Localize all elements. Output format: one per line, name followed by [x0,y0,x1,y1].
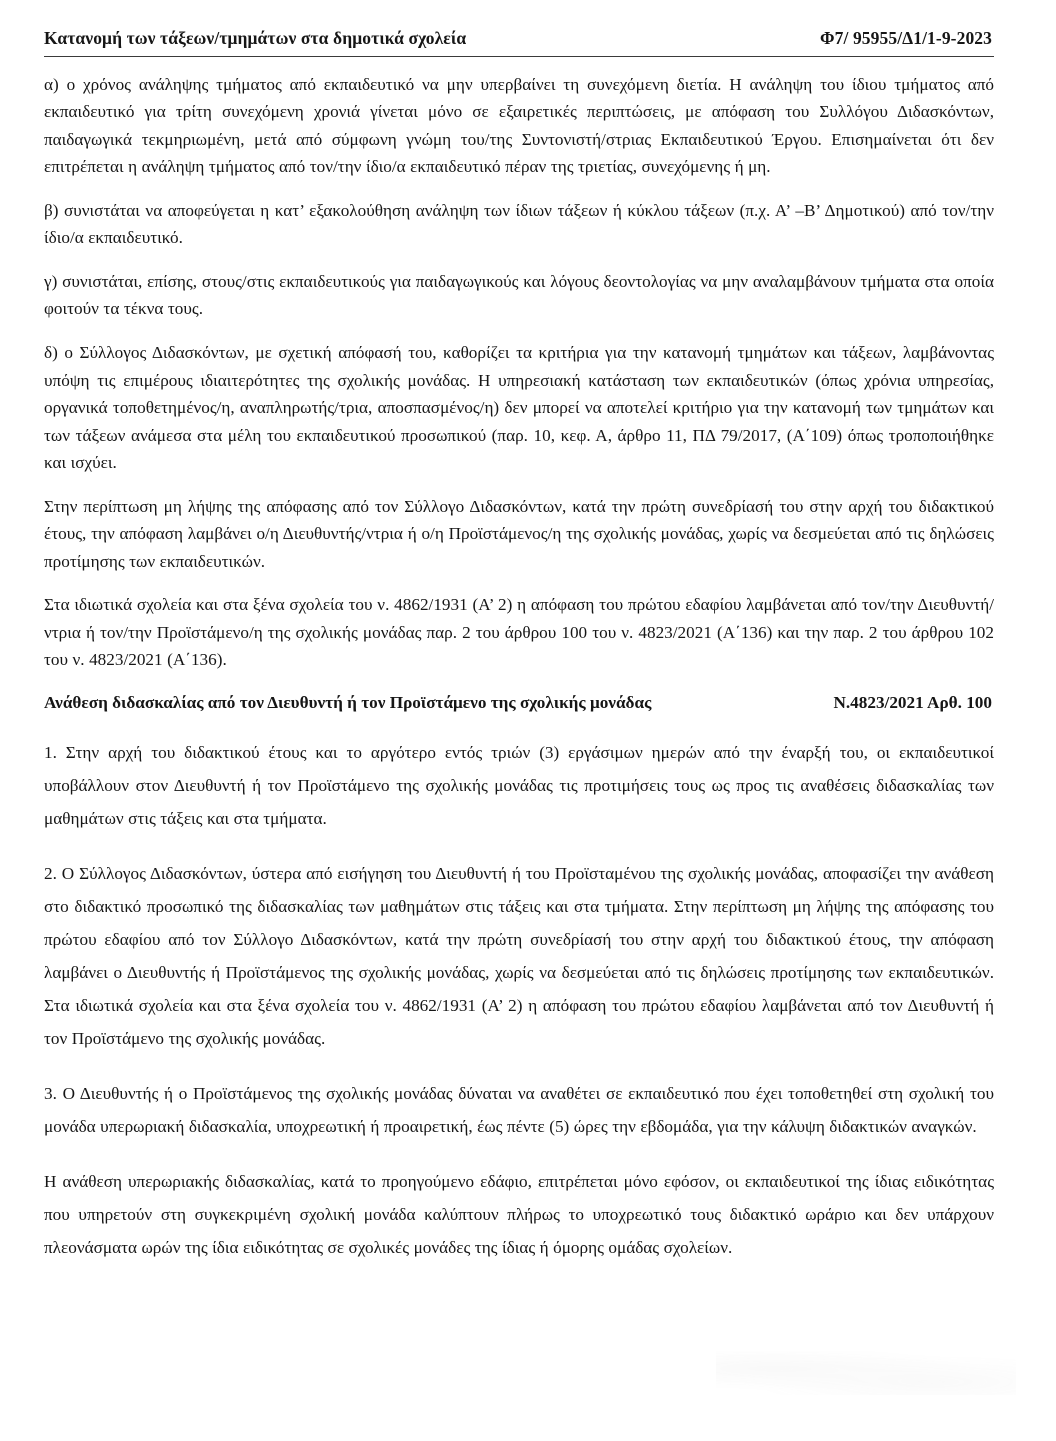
paragraph-gamma: γ) συνιστάται, επίσης, στους/στις εκπαιδευτικούς για παιδαγωγικούς και λόγους δεοντολογίας να μην αναλαμβάνουν τμήματα στα οποία φοιτούν τα τέκνα τους. [44,271,994,319]
section-heading-reference: Ν.4823/2021 Αρθ. 100 [833,692,992,712]
document-reference-number: Φ7/ 95955/Δ1/1-9-2023 [820,28,992,48]
upper-provisions-block [44,71,994,674]
paragraph-beta: β) συνιστάται να αποφεύγεται η κατ’ εξακολούθηση ανάληψη των ίδιων τάξεων ή κύκλου τάξεων (π.χ. Α’ –Β’ Δημοτικού) από τον/την ίδιο/α εκπαιδευτικό. [44,200,994,248]
document-title: Κατανομή των τάξεων/τμημάτων στα δημοτικά σχολεία [44,28,467,48]
section-heading [44,692,994,714]
lower-provisions-block [44,736,994,1264]
paragraph-absence-of-decision: Στην περίπτωση μη λήψης της απόφασης από τον Σύλλογο Διδασκόντων, κατά την πρώτη συνεδρίασή του στην αρχή του διδακτικού έτους, την απόφαση λαμβάνει ο/η Διευθυντής/ντρια ή ο/η Προϊστάμενος/η της σχολικής μονάδας, χωρίς να δεσμεύεται από τις δηλώσεις προτίμησης των εκπαιδευτικών. [44,496,994,571]
numbered-paragraph-3: 3. Ο Διευθυντής ή ο Προϊστάμενος της σχολικής μονάδας δύναται να αναθέτει σε εκπαιδευτικό που έχει τοποθετηθεί στη σχολική του μονάδα υπερωριακή διδασκαλία, υποχρεωτική ή προαιρετική, έως πέντε (5) ώρες την εβδομάδα, για την κάλυψη διδακτικών αναγκών. [44,1084,994,1137]
paragraph-alpha: α) ο χρόνος ανάληψης τμήματος από εκπαιδευτικό να μην υπερβαίνει τη συνεχόμενη διετία. Η ανάληψη του ίδιου τμήματος από εκπαιδευτικό για τρίτη συνεχόμενη χρονιά γίνεται μόνο σε εξαιρετικές περιπτώσεις, με απόφαση του Συλλόγου Διδασκόντων, παιδαγωγικά τεκμηριωμένη, μετά από σύμφωνη γνώμη του/της Συντονιστή/στριας Εκπαιδευτικού Έργου. Επισημαίνεται ότι δεν επιτρέπεται η ανάληψη τμήματος από τον/την ίδιο/α εκπαιδευτικό πέραν της τριετίας, συνεχόμενης ή μη. [44,74,994,177]
paragraph-overtime-teaching-conditions: Η ανάθεση υπερωριακής διδασκαλίας, κατά το προηγούμενο εδάφιο, επιτρέπεται μόνο εφόσον, οι εκπαιδευτικοί της ίδιας ειδικότητας που υπηρετούν στη συγκεκριμένη σχολική μονάδα καλύπτουν πλήρως το υποχρεωτικό τους διδακτικό ωράριο και δεν υπάρχουν πλεονάσματα ωρών της ίδια ειδικότητας σε σχολικές μονάδες της ίδιας ή όμορης ομάδας σχολείων. [44,1172,994,1258]
document-header [44,28,994,50]
numbered-paragraph-2: 2. Ο Σύλλογος Διδασκόντων, ύστερα από εισήγηση του Διευθυντή ή του Προϊσταμένου της σχολικής μονάδας, αποφασίζει την ανάθεση στο διδακτικό προσωπικό της διδασκαλίας των μαθημάτων στις τάξεις και στα τμήματα. Στην περίπτωση μη λήψης της απόφασης του πρώτου εδαφίου από τον Σύλλογο Διδασκόντων, κατά την πρώτη συνεδρίασή του στην αρχή του διδακτικού έτους, την απόφαση λαμβάνει ο Διευθυντής ή Προϊστάμενος της σχολικής μονάδας, χωρίς να δεσμεύεται από τις δηλώσεις προτίμησης των εκπαιδευτικών. Στα ιδιωτικά σχολεία και στα ξένα σχολεία του ν. 4862/1931 (Α’ 2) η απόφαση του πρώτου εδαφίου λαμβάνεται από τον Διευθυντή ή τον Προϊστάμενο της σχολικής μονάδας. [44,864,994,1049]
header-divider [44,56,994,57]
section-heading-title: Ανάθεση διδασκαλίας από τον Διευθυντή ή τον Προϊστάμενο της σχολικής μονάδας [44,692,652,712]
scan-artifact [716,1351,1016,1395]
paragraph-delta: δ) ο Σύλλογος Διδασκόντων, με σχετική απόφασή του, καθορίζει τα κριτήρια για την κατανομή τμημάτων και τάξεων, λαμβάνοντας υπόψη τις επιμέρους ιδιαιτερότητες της σχολικής μονάδας. Η υπηρεσιακή κατάσταση των εκπαιδευτικών (όπως χρόνια υπηρεσίας, οργανικά τοποθετημένος/η, αναπληρωτής/τρια, αποσπασμένος/η) δεν μπορεί να αποτελεί κριτήριο για την κατανομή των τμημάτων και των τάξεων ανάμεσα στα μέλη του εκπαιδευτικού προσωπικού (παρ. 10, κεφ. Α, άρθρο 11, ΠΔ 79/2017, (Α΄109) όπως τροποποιήθηκε και ισχύει. [44,343,994,473]
numbered-paragraph-1: 1. Στην αρχή του διδακτικού έτους και το αργότερο εντός τριών (3) εργάσιμων ημερών από την έναρξή του, οι εκπαιδευτικοί υποβάλλουν στον Διευθυντή ή τον Προϊστάμενο της σχολικής μονάδας τις προτιμήσεις τους ως προς τις αναθέσεις διδασκαλίας των μαθημάτων στις τάξεις και στα τμήματα. [44,743,994,829]
paragraph-private-foreign-schools: Στα ιδιωτικά σχολεία και στα ξένα σχολεία του ν. 4862/1931 (Α’ 2) η απόφαση του πρώτου εδαφίου λαμβάνεται από τον/την Διευθυντή/ντρια ή τον/την Προϊστάμενο/η της σχολικής μονάδας παρ. 2 του άρθρου 100 του ν. 4823/2021 (Α΄136) και την παρ. 2 του άρθρου 102 του ν. 4823/2021 (Α΄136). [44,595,994,670]
